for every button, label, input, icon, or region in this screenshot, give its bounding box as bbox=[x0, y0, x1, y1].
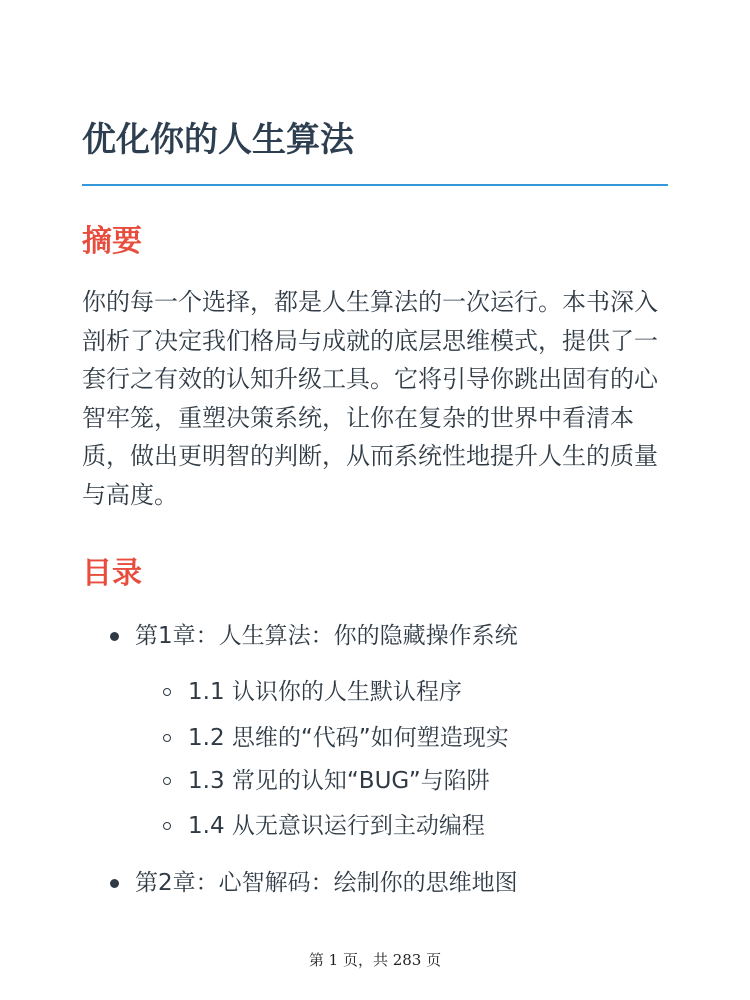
page-title: 优化你的人生算法 bbox=[82, 120, 354, 160]
bullet-disc-icon bbox=[110, 879, 119, 888]
toc-section-1-1[interactable] bbox=[188, 676, 462, 708]
bullet-disc-icon bbox=[110, 632, 119, 641]
summary-paragraph: 你的每一个选择，都是人生算法的一次运行。本书深入剖析了决定我们格局与成就的底层思维模式，提供了一套行之有效的认知升级工具。它将引导你跳出固有的心智牢笼，重塑决策系统，让你在复杂的世界中看清本质，做出更明智的判断，从而系统性地提升人生的质量与高度。 bbox=[82, 288, 658, 509]
summary-heading: 摘要 bbox=[82, 224, 142, 259]
toc-chapter-label: 第2章：心智解码：绘制你的思维地图 bbox=[135, 870, 518, 896]
toc-section-label: 1.2 思维的“代码”如何塑造现实 bbox=[188, 725, 509, 751]
toc-section-1-2[interactable] bbox=[188, 722, 509, 754]
bullet-circle-icon bbox=[163, 688, 171, 696]
bullet-circle-icon bbox=[163, 734, 171, 742]
toc-section-1-4[interactable] bbox=[188, 810, 485, 842]
toc-section-label: 1.3 常见的认知“BUG”与陷阱 bbox=[188, 768, 490, 794]
toc-section-label: 1.4 从无意识运行到主动编程 bbox=[188, 813, 485, 839]
toc-section-1-3[interactable] bbox=[188, 765, 490, 797]
bullet-circle-icon bbox=[163, 777, 171, 785]
toc-section-label: 1.1 认识你的人生默认程序 bbox=[188, 679, 462, 705]
bullet-circle-icon bbox=[163, 822, 171, 830]
page-number-footer: 第 1 页，共 283 页 bbox=[308, 951, 442, 969]
toc-heading: 目录 bbox=[82, 556, 142, 591]
toc-chapter-2[interactable] bbox=[135, 867, 518, 899]
title-divider bbox=[82, 184, 668, 186]
toc-chapter-label: 第1章：人生算法：你的隐藏操作系统 bbox=[135, 623, 518, 649]
toc-chapter-1[interactable] bbox=[135, 620, 518, 652]
